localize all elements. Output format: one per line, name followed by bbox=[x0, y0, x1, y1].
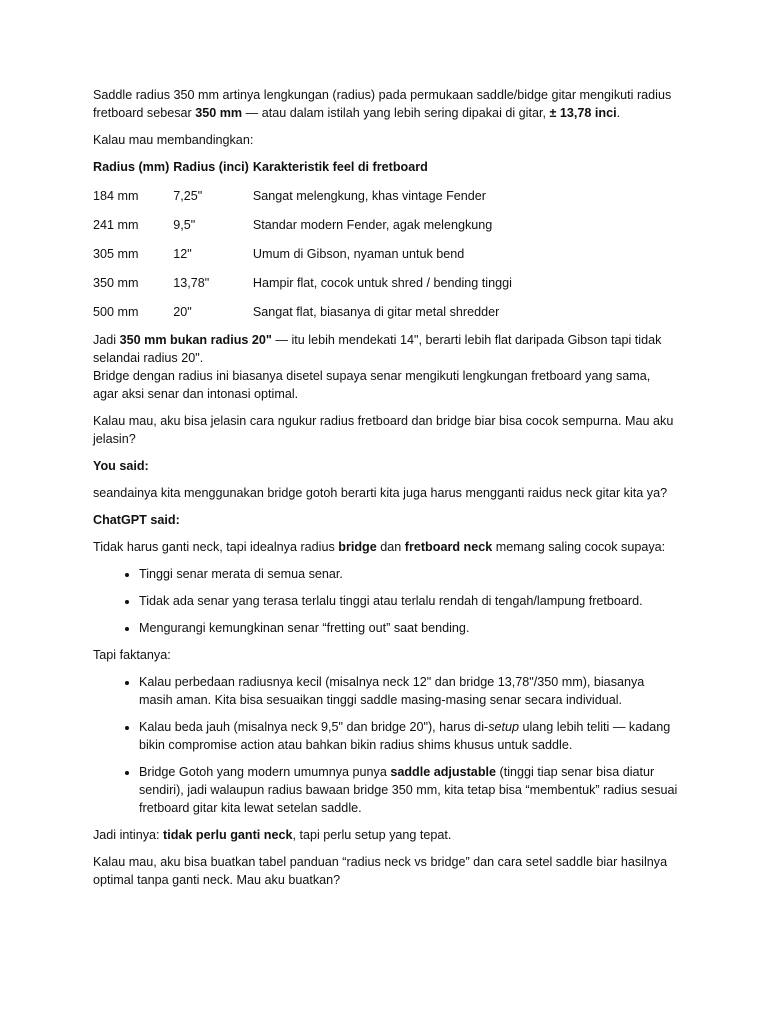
table-cell: 305 mm bbox=[93, 247, 139, 261]
text: . bbox=[616, 106, 621, 120]
speaker-label: You said: bbox=[93, 459, 149, 473]
text: (tinggi tiap senar bisa diatur sendiri), jadi walaupun radius bawaan bridge 350 mm, kita tetap bisa “membentuk” radius sesuai fretboard gitar kita lewat setelan saddle. bbox=[139, 765, 678, 815]
list-item: • Mengurangi kemungkinan senar “fretting out” saat bending. bbox=[139, 619, 678, 637]
bold-text: fretboard neck bbox=[404, 540, 493, 554]
list-item bbox=[139, 718, 678, 754]
text: Bridge Gotoh yang modern umumnya punya bbox=[139, 765, 391, 779]
final-offer-paragraph: Kalau mau, aku bisa buatkan tabel panduan “radius neck vs bridge” dan cara setel saddle biar hasilnya optimal tanpa ganti neck. Mau aku buatkan? bbox=[93, 855, 668, 887]
text: Kalau beda jauh (misalnya neck 9,5" dan bridge 20"), harus di- bbox=[139, 720, 489, 734]
bold-text: saddle adjustable bbox=[390, 765, 497, 779]
table-cell: Sangat melengkung, khas vintage Fender bbox=[252, 189, 486, 203]
table-row bbox=[91, 187, 514, 216]
table-cell: 184 mm bbox=[93, 189, 139, 203]
table-row bbox=[91, 245, 514, 274]
table-header: Radius (inci) bbox=[173, 160, 249, 174]
text: ulang lebih teliti — kadang bikin compromise action atau bahkan bikin radius shims khusus untuk saddle. bbox=[139, 720, 671, 752]
table-header-row bbox=[91, 158, 514, 187]
list-item: • Tinggi senar merata di semua senar. bbox=[139, 565, 678, 583]
list-item: • Kalau perbedaan radiusnya kecil (misalnya neck 12" dan bridge 13,78"/350 mm), biasanya masih aman. Kita bisa sesuaikan tinggi saddle masing-masing senar secara individual. bbox=[139, 673, 678, 709]
radius-table bbox=[91, 158, 514, 332]
facts-list bbox=[93, 673, 678, 817]
you-said-label bbox=[93, 457, 678, 475]
chatgpt-said-label bbox=[93, 511, 678, 529]
summary-paragraph bbox=[93, 826, 678, 844]
table-row bbox=[91, 274, 514, 303]
text: — atau dalam istilah yang lebih sering dipakai di gitar, bbox=[242, 106, 550, 120]
text: — itu lebih mendekati 14", berarti lebih flat daripada Gibson tapi tidak selandai radius 20". bbox=[93, 333, 662, 365]
table-header: Karakteristik feel di fretboard bbox=[252, 160, 428, 174]
benefits-list bbox=[93, 565, 678, 637]
text: Saddle radius 350 mm artinya lengkungan (radius) pada permukaan saddle/bidge gitar mengikuti radius fretboard sebesar bbox=[93, 88, 672, 120]
table-cell: 12" bbox=[173, 247, 192, 261]
answer-paragraph bbox=[93, 538, 678, 556]
compare-intro: Kalau mau membandingkan: bbox=[93, 133, 254, 147]
bold-text: 350 mm bukan radius 20" bbox=[119, 333, 272, 347]
text: Jadi bbox=[93, 333, 120, 347]
table-cell: Hampir flat, cocok untuk shred / bending tinggi bbox=[252, 276, 512, 290]
text: Bridge dengan radius ini biasanya disetel supaya senar mengikuti lengkungan fretboard yang sama, agar aksi senar dan intonasi optimal. bbox=[93, 369, 651, 401]
table-row bbox=[91, 216, 514, 245]
table-cell: 500 mm bbox=[93, 305, 139, 319]
text: dan bbox=[376, 540, 405, 554]
text: , tapi perlu setup yang tepat. bbox=[292, 828, 452, 842]
text: memang saling cocok supaya: bbox=[492, 540, 666, 554]
table-row bbox=[91, 303, 514, 332]
table-cell: Umum di Gibson, nyaman untuk bend bbox=[252, 247, 465, 261]
conclusion-paragraph bbox=[93, 331, 678, 403]
table-cell: 20" bbox=[173, 305, 192, 319]
italic-text: setup bbox=[488, 720, 519, 734]
table-cell: 350 mm bbox=[93, 276, 139, 290]
intro-paragraph bbox=[93, 86, 678, 122]
offer-paragraph: Kalau mau, aku bisa jelasin cara ngukur radius fretboard dan bridge biar bisa cocok sempurna. Mau aku jelasin? bbox=[93, 414, 674, 446]
facts-heading: Tapi faktanya: bbox=[93, 648, 171, 662]
user-message: seandainya kita menggunakan bridge gotoh berarti kita juga harus mengganti raidus neck gitar kita ya? bbox=[93, 486, 668, 500]
table-cell: Standar modern Fender, agak melengkung bbox=[252, 218, 493, 232]
table-cell: 241 mm bbox=[93, 218, 139, 232]
document-content bbox=[93, 86, 678, 898]
list-item: • Tidak ada senar yang terasa terlalu tinggi atau terlalu rendah di tengah/lampung fretboard. bbox=[139, 592, 678, 610]
speaker-label: ChatGPT said: bbox=[93, 513, 180, 527]
text: Tidak harus ganti neck, tapi idealnya radius bbox=[93, 540, 339, 554]
bold-text: 350 mm bbox=[195, 106, 243, 120]
text: Jadi intinya: bbox=[93, 828, 164, 842]
bold-text: bridge bbox=[338, 540, 377, 554]
list-item bbox=[139, 763, 678, 817]
table-cell: 9,5" bbox=[173, 218, 196, 232]
bold-text: tidak perlu ganti neck bbox=[163, 828, 293, 842]
table-cell: 7,25" bbox=[173, 189, 203, 203]
bold-text: ± 13,78 inci bbox=[549, 106, 617, 120]
table-header: Radius (mm) bbox=[93, 160, 170, 174]
table-cell: 13,78" bbox=[173, 276, 210, 290]
table-cell: Sangat flat, biasanya di gitar metal shredder bbox=[252, 305, 500, 319]
